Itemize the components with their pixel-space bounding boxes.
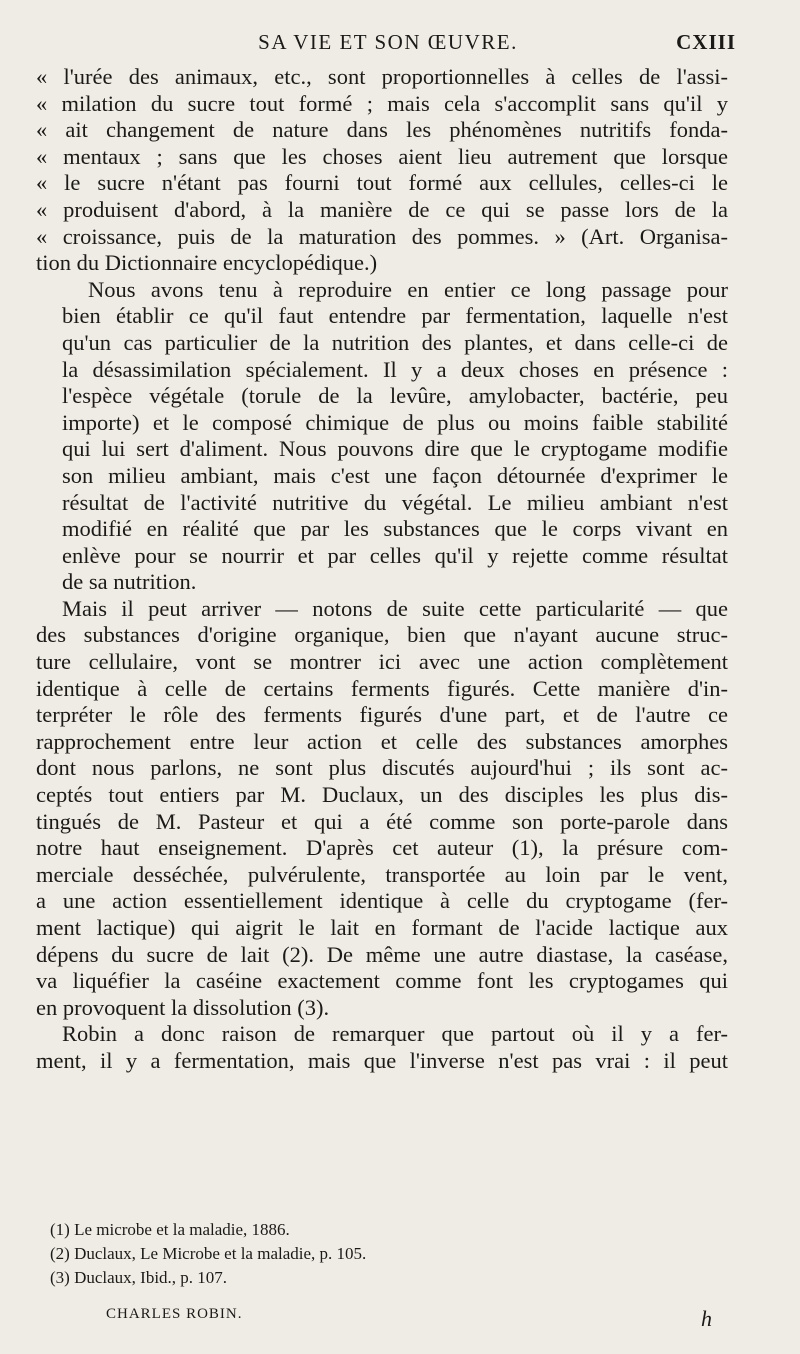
paragraph-diastases (36, 596, 728, 1022)
text-line: Robin a donc raison de remarquer que partout où il y a fer- (62, 1021, 728, 1047)
text-line: la désassimilation spécialement. Il y a deux choses en présence : (62, 356, 728, 382)
paragraph-quotation (36, 64, 728, 277)
paragraph-fermentation (36, 277, 728, 596)
text-line: « l'urée des animaux, etc., sont proportionnelles à celles de l'assi- (36, 64, 728, 89)
text-line: a une action essentiellement identique à celle du cryptogame (fer- (36, 888, 728, 914)
text-line: « milation du sucre tout formé ; mais cela s'accomplit sans qu'il y (36, 90, 728, 116)
text-line: tingués de M. Pasteur et qui a été comme son porte-parole dans (36, 808, 728, 834)
text-line: « croissance, puis de la maturation des pommes. » (Art. Organisa- (36, 223, 728, 249)
text-line: qui lui sert d'aliment. Nous pouvons dire que le cryptogame modifie (62, 436, 728, 462)
footnote-1: (1) Le microbe et la maladie, 1886. (50, 1220, 290, 1239)
running-title: SA VIE ET SON ŒUVRE. (258, 30, 518, 54)
text-line: va liquéfier la caséine exactement comme font les cryptogames qui (36, 968, 728, 994)
text-line: dont nous parlons, ne sont plus discutés aujourd'hui ; ils sont ac- (36, 755, 728, 781)
text-line: rapprochement entre leur action et celle des substances amorphes (36, 728, 728, 754)
text-line: des substances d'origine organique, bien que n'ayant aucune struc- (36, 622, 728, 648)
text-line: qu'un cas particulier de la nutrition des plantes, et dans celle-ci de (62, 329, 728, 355)
footnote-2: (2) Duclaux, Le Microbe et la maladie, p. 105. (50, 1244, 367, 1263)
text-line: merciale desséchée, pulvérulente, transportée au loin par le vent, (36, 861, 728, 887)
page-number: CXIII (676, 30, 736, 54)
paragraph-robin (36, 1021, 728, 1074)
text-line: « mentaux ; sans que les choses aient lieu autrement que lorsque (36, 143, 728, 169)
text-line: Nous avons tenu à reproduire en entier ce long passage pour (88, 276, 728, 302)
text-line: enlève pour se nourrir et par celles qu'il y rejette comme résultat (62, 542, 728, 568)
text-line: ment lactique) qui aigrit le lait en formant de l'acide lactique aux (36, 915, 728, 940)
text-line: modifié en réalité que par les substances que le corps vivant en (62, 516, 728, 542)
text-line: bien établir ce qu'il faut entendre par fermentation, laquelle n'est (62, 303, 728, 329)
text-line: tion du Dictionnaire encyclopédique.) (36, 250, 378, 276)
signature-mark-text: CHARLES ROBIN. (106, 1306, 243, 1322)
text-line: son milieu ambiant, mais c'est une façon détournée d'exprimer le (62, 462, 728, 488)
text-line: Mais il peut arriver — notons de suite cette particularité — que (62, 595, 728, 621)
text-line: ceptés tout entiers par M. Duclaux, un des disciples les plus dis- (36, 782, 728, 808)
text-line: ment, il y a fermentation, mais que l'inverse n'est pas vrai : il peut (36, 1047, 728, 1073)
page-footer (50, 1306, 712, 1330)
text-line: terpréter le rôle des ferments figurés d'une part, et de l'autre ce (36, 702, 728, 728)
text-line: résultat de l'activité nutritive du végétal. Le milieu ambiant n'est (62, 489, 728, 515)
gathering-signature: h (701, 1306, 712, 1331)
text-line: en provoquent la dissolution (3). (36, 994, 330, 1020)
text-line: « le sucre n'étant pas fourni tout formé aux cellules, celles-ci le (36, 170, 728, 196)
text-line: identique à celle de certains ferments figurés. Cette manière d'in- (36, 675, 728, 701)
footnotes (50, 1218, 720, 1290)
text-line: ture cellulaire, vont se montrer ici avec une action complètement (36, 649, 728, 675)
text-line: « ait changement de nature dans les phénomènes nutritifs fonda- (36, 117, 728, 143)
page-header (40, 30, 736, 60)
text-line: notre haut enseignement. D'après cet auteur (1), la présure com- (36, 835, 728, 861)
text-line: importe) et le composé chimique de plus ou moins faible stabilité (62, 409, 728, 435)
footnote-3: (3) Duclaux, Ibid., p. 107. (50, 1268, 228, 1287)
text-line: « produisent d'abord, à la manière de ce qui se passe lors de la (36, 196, 728, 222)
text-line: l'espèce végétale (torule de la levûre, amylobacter, bactérie, peu (62, 383, 728, 409)
body-text (36, 64, 728, 1075)
text-line: dépens du sucre de lait (2). De même une autre diastase, la caséase, (36, 941, 728, 967)
text-line: de sa nutrition. (62, 569, 197, 595)
